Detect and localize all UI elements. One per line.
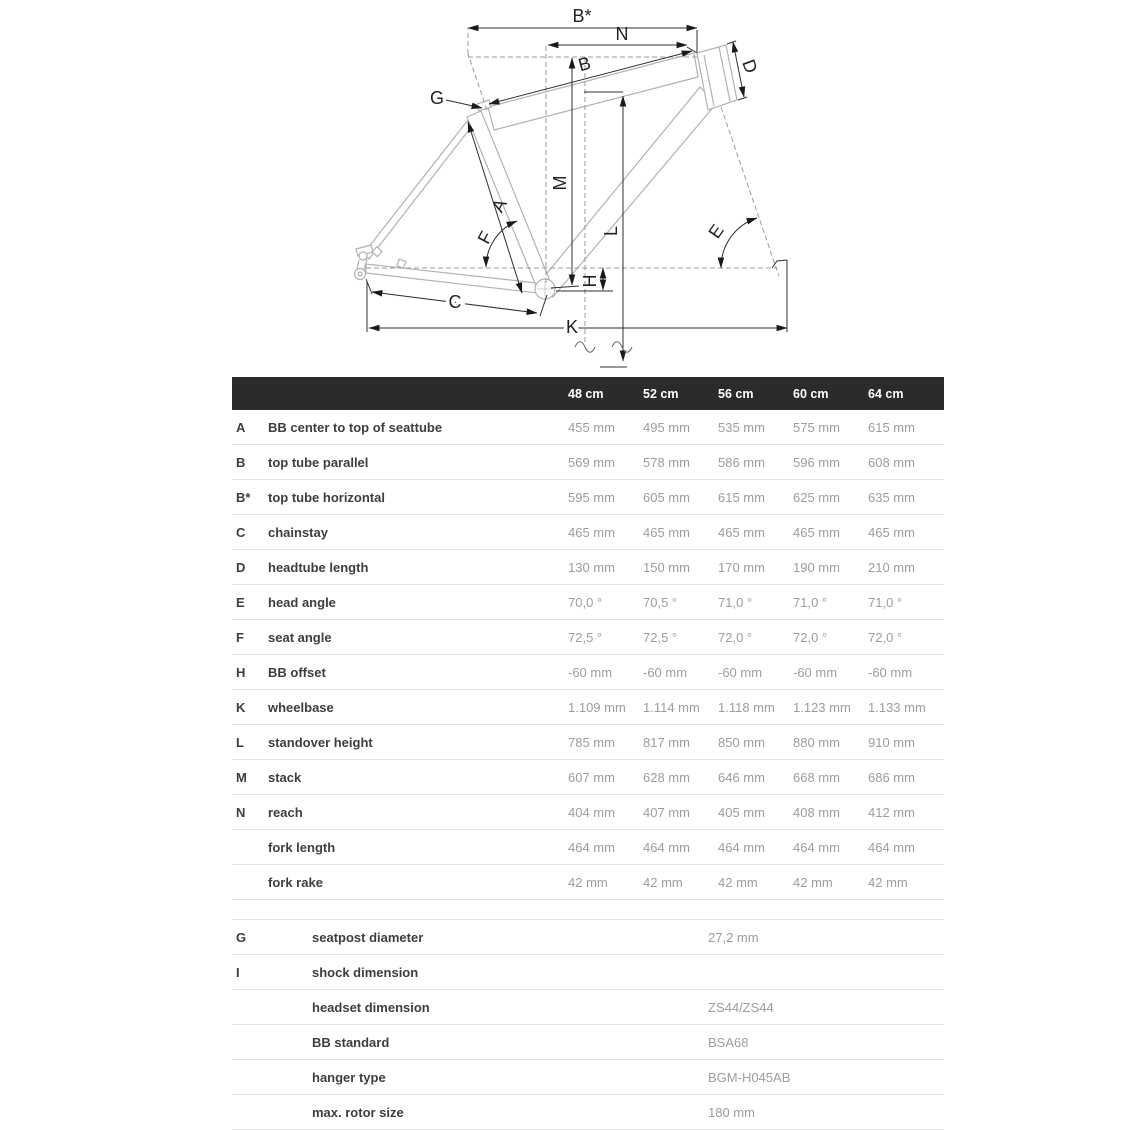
- dim-top-tube-horizontal: [468, 28, 697, 52]
- row-name: BB offset: [268, 664, 326, 680]
- dim-label-h: H: [580, 274, 600, 288]
- dim-reach: [548, 45, 697, 53]
- row-value: -60 mm: [643, 664, 688, 680]
- row-value: 1.133 mm: [868, 699, 926, 715]
- geometry-rows: [232, 410, 944, 900]
- table-row: [232, 690, 944, 725]
- row-value: 464 mm: [868, 839, 915, 855]
- spec-row: [232, 920, 944, 955]
- row-value: -60 mm: [718, 664, 763, 680]
- row-value: 785 mm: [568, 734, 615, 750]
- row-value: 42 mm: [793, 874, 833, 890]
- row-value: 170 mm: [718, 559, 765, 575]
- row-value: 595 mm: [568, 489, 615, 505]
- dim-head-angle: [721, 218, 757, 268]
- spec-letter: I: [236, 964, 240, 980]
- spec-value: ZS44/ZS44: [708, 999, 774, 1015]
- table-row: [232, 550, 944, 585]
- size-column-header: 52 cm: [643, 386, 679, 401]
- row-value: 646 mm: [718, 769, 765, 785]
- frame-geometry-diagram: [0, 0, 1123, 378]
- dim-label-n: N: [615, 24, 629, 44]
- table-row: [232, 725, 944, 760]
- spec-value: BSA68: [708, 1034, 749, 1050]
- spec-name: max. rotor size: [312, 1104, 404, 1120]
- row-name: top tube parallel: [268, 454, 369, 470]
- table-row: [232, 480, 944, 515]
- spec-name: seatpost diameter: [312, 929, 424, 945]
- dim-label-m: M: [550, 175, 570, 191]
- row-value: 495 mm: [643, 419, 690, 435]
- row-value: 464 mm: [718, 839, 765, 855]
- row-value: 71,0 °: [793, 594, 828, 610]
- seat-stay: [364, 120, 472, 259]
- row-value: 465 mm: [568, 524, 615, 540]
- row-letter: M: [236, 769, 247, 785]
- row-value: 72,0 °: [793, 629, 828, 645]
- row-letter: E: [236, 594, 245, 610]
- seat-axis-line: [468, 54, 487, 110]
- row-letter: N: [236, 804, 246, 820]
- row-value: 625 mm: [793, 489, 840, 505]
- dim-label-a: A: [487, 195, 511, 216]
- dim-label-e: E: [704, 220, 728, 243]
- row-value: 464 mm: [568, 839, 615, 855]
- row-value: 686 mm: [868, 769, 915, 785]
- spec-name: headset dimension: [312, 999, 430, 1015]
- spec-row: [232, 1025, 944, 1060]
- row-value: 880 mm: [793, 734, 840, 750]
- row-name: fork rake: [268, 874, 323, 890]
- frame-outline: [355, 45, 738, 299]
- row-letter: K: [236, 699, 246, 715]
- row-value: 42 mm: [568, 874, 608, 890]
- seat-tube: [467, 111, 552, 293]
- size-column-header: 56 cm: [718, 386, 754, 401]
- spec-value: 27,2 mm: [708, 929, 759, 945]
- row-value: 130 mm: [568, 559, 615, 575]
- row-letter: A: [236, 419, 246, 435]
- dim-label-c: C: [448, 292, 462, 312]
- row-name: headtube length: [268, 559, 369, 575]
- spec-row: [232, 955, 944, 990]
- row-value: 190 mm: [793, 559, 840, 575]
- row-value: 850 mm: [718, 734, 765, 750]
- row-value: 465 mm: [793, 524, 840, 540]
- table-row: [232, 410, 944, 445]
- spec-name: hanger type: [312, 1069, 386, 1085]
- row-name: chainstay: [268, 524, 328, 540]
- size-column-header: 48 cm: [568, 386, 604, 401]
- row-value: 150 mm: [643, 559, 690, 575]
- row-value: 608 mm: [868, 454, 915, 470]
- row-name: reach: [268, 804, 303, 820]
- spec-name: BB standard: [312, 1034, 390, 1050]
- row-value: 607 mm: [568, 769, 615, 785]
- row-value: 465 mm: [718, 524, 765, 540]
- row-value: 72,0 °: [868, 629, 903, 645]
- size-column-header: 64 cm: [868, 386, 904, 401]
- row-value: 615 mm: [718, 489, 765, 505]
- row-value: 70,0 °: [568, 594, 603, 610]
- table-row: [232, 795, 944, 830]
- row-letter: B: [236, 454, 246, 470]
- row-value: 569 mm: [568, 454, 615, 470]
- row-value: -60 mm: [868, 664, 913, 680]
- row-value: 1.114 mm: [643, 699, 700, 715]
- row-value: 596 mm: [793, 454, 840, 470]
- row-value: 578 mm: [643, 454, 690, 470]
- table-row: [232, 445, 944, 480]
- row-letter: F: [236, 629, 244, 645]
- row-value: 817 mm: [643, 734, 690, 750]
- row-letter: H: [236, 664, 246, 680]
- row-value: 1.123 mm: [793, 699, 851, 715]
- row-value: 910 mm: [868, 734, 915, 750]
- row-value: 210 mm: [868, 559, 915, 575]
- spec-name: shock dimension: [312, 964, 419, 980]
- row-name: wheelbase: [268, 699, 334, 715]
- spec-row: [232, 990, 944, 1025]
- spec-rows: [232, 919, 944, 1130]
- row-value: 70,5 °: [643, 594, 678, 610]
- table-row: [232, 620, 944, 655]
- row-value: 535 mm: [718, 419, 765, 435]
- dim-label-l: L: [601, 225, 621, 237]
- head-axis-line: [721, 107, 779, 276]
- table-row: [232, 655, 944, 690]
- row-value: 1.118 mm: [718, 699, 775, 715]
- dim-label-f: F: [473, 227, 497, 248]
- size-column-header: 60 cm: [793, 386, 829, 401]
- row-value: 628 mm: [643, 769, 690, 785]
- spec-value: BGM-H045AB: [708, 1069, 791, 1085]
- spec-row: [232, 1095, 944, 1130]
- dim-label-k: K: [565, 317, 579, 337]
- dim-label-g: G: [429, 88, 445, 108]
- row-name: fork length: [268, 839, 336, 855]
- row-value: 407 mm: [643, 804, 690, 820]
- geometry-table: [232, 377, 944, 1130]
- row-value: 42 mm: [718, 874, 758, 890]
- row-value: 71,0 °: [868, 594, 903, 610]
- row-value: 464 mm: [643, 839, 690, 855]
- row-letter: C: [236, 524, 246, 540]
- row-value: 42 mm: [643, 874, 683, 890]
- dim-label-d: D: [738, 56, 762, 76]
- row-value: 72,5 °: [643, 629, 678, 645]
- row-value: 465 mm: [643, 524, 690, 540]
- row-value: 635 mm: [868, 489, 915, 505]
- row-value: 668 mm: [793, 769, 840, 785]
- down-tube: [539, 87, 716, 297]
- row-value: -60 mm: [793, 664, 838, 680]
- row-value: 455 mm: [568, 419, 615, 435]
- table-header: [232, 377, 944, 410]
- row-name: stack: [268, 769, 302, 785]
- row-name: head angle: [268, 594, 336, 610]
- row-name: top tube horizontal: [268, 489, 385, 505]
- table-row: [232, 865, 944, 900]
- row-letter: D: [236, 559, 246, 575]
- row-value: 465 mm: [868, 524, 915, 540]
- row-value: 408 mm: [793, 804, 840, 820]
- row-value: 42 mm: [868, 874, 908, 890]
- row-value: 72,5 °: [568, 629, 603, 645]
- row-letter: B*: [236, 489, 251, 505]
- row-value: 405 mm: [718, 804, 765, 820]
- row-name: BB center to top of seattube: [268, 419, 443, 435]
- dim-label-b-star: B*: [572, 6, 592, 26]
- table-row: [232, 585, 944, 620]
- row-value: 72,0 °: [718, 629, 753, 645]
- dim-label-b: B: [576, 52, 593, 76]
- row-name: standover height: [268, 734, 373, 750]
- row-value: 464 mm: [793, 839, 840, 855]
- spec-row: [232, 1060, 944, 1095]
- spec-letter: G: [236, 929, 247, 945]
- row-value: -60 mm: [568, 664, 613, 680]
- table-row: [232, 515, 944, 550]
- row-value: 586 mm: [718, 454, 765, 470]
- row-value: 615 mm: [868, 419, 915, 435]
- spec-value: 180 mm: [708, 1104, 755, 1120]
- table-row: [232, 760, 944, 795]
- table-row: [232, 830, 944, 865]
- row-name: seat angle: [268, 629, 332, 645]
- row-value: 575 mm: [793, 419, 840, 435]
- row-letter: L: [236, 734, 244, 750]
- row-value: 1.109 mm: [568, 699, 626, 715]
- row-value: 605 mm: [643, 489, 690, 505]
- row-value: 404 mm: [568, 804, 615, 820]
- row-value: 71,0 °: [718, 594, 753, 610]
- row-value: 412 mm: [868, 804, 915, 820]
